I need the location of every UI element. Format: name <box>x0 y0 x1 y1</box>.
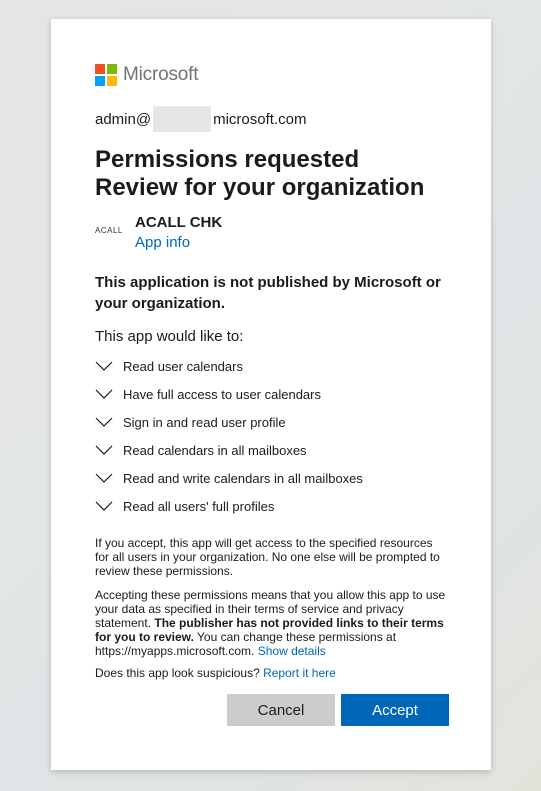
permission-list <box>95 352 447 520</box>
consent-notice: If you accept, this app will get access to the specified resources for all users in your organization. No one else will be prompted to review these permissions. <box>95 536 440 578</box>
permission-label: Have full access to user calendars <box>123 386 321 402</box>
microsoft-logo-icon <box>95 64 117 86</box>
permission-item[interactable] <box>95 408 447 436</box>
chevron-down-icon <box>95 361 113 371</box>
permission-item[interactable] <box>95 464 447 492</box>
terms-text-start: Accepting these permissions means that you allow this app to use your data as specified in their terms of service and privacy statement. <box>95 588 446 630</box>
title-line-1: Permissions requested <box>95 146 360 173</box>
permission-item[interactable] <box>95 380 447 408</box>
permission-label: Read and write calendars in all mailboxes <box>123 470 363 486</box>
consent-dialog <box>51 19 491 770</box>
cancel-button[interactable]: Cancel <box>227 694 335 726</box>
redacted-domain <box>153 106 211 132</box>
report-link[interactable]: Report it here <box>263 666 336 680</box>
chevron-down-icon <box>95 417 113 427</box>
permissions-intro: This app would like to: <box>95 328 244 345</box>
action-buttons <box>227 694 449 726</box>
brand-name: Microsoft <box>123 64 199 85</box>
account-prefix: admin@ <box>95 110 152 128</box>
chevron-down-icon <box>95 389 113 399</box>
brand-header <box>95 63 447 87</box>
suspicious-question: Does this app look suspicious? <box>95 666 264 680</box>
permission-item[interactable] <box>95 352 447 380</box>
permission-label: Read all users' full profiles <box>123 498 275 514</box>
show-details-link[interactable]: Show details <box>257 644 326 658</box>
app-summary <box>95 214 447 254</box>
terms-text-end: You can change these permissions at https://myapps.microsoft.com. <box>95 630 397 658</box>
permission-item[interactable] <box>95 436 447 464</box>
permission-label: Read calendars in all mailboxes <box>123 442 307 458</box>
permission-item[interactable] <box>95 492 447 520</box>
permission-label: Read user calendars <box>123 358 243 374</box>
chevron-down-icon <box>95 501 113 511</box>
suspicious-prompt <box>95 666 447 680</box>
chevron-down-icon <box>95 445 113 455</box>
chevron-down-icon <box>95 473 113 483</box>
permission-label: Sign in and read user profile <box>123 414 286 430</box>
title-line-2: Review for your organization <box>95 174 425 201</box>
terms-notice <box>95 588 447 658</box>
app-info-link[interactable]: App info <box>135 234 191 251</box>
page-title <box>95 146 447 202</box>
app-meta <box>135 214 222 254</box>
terms-text-bold: The publisher has not provided links to their terms for you to review. <box>95 616 444 644</box>
accept-button[interactable]: Accept <box>341 694 449 726</box>
app-name: ACALL CHK <box>135 214 223 231</box>
publisher-warning: This application is not published by Microsoft or your organization. <box>95 274 441 312</box>
account-email <box>95 106 447 132</box>
account-suffix: microsoft.com <box>213 110 307 128</box>
app-logo: ACALL <box>95 225 123 235</box>
